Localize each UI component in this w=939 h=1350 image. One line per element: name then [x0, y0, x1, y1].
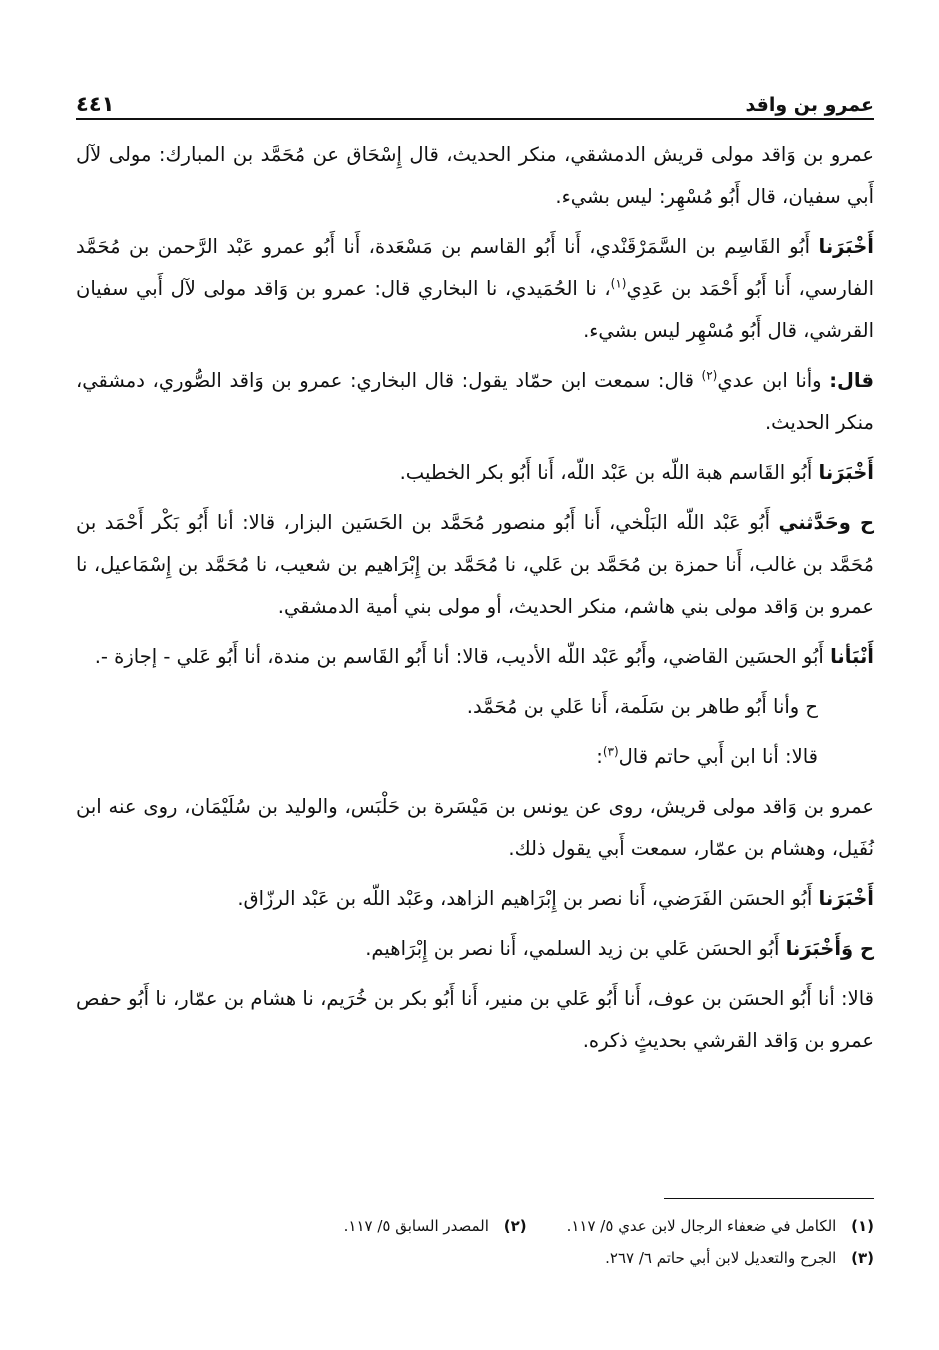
paragraph-text: عمرو بن وَاقد مولى قريش، روى عن يونس بن مَيْسَرة بن حَلْبَس، والوليد بن سُلَيْمَان، روى عنه ابن نُفَيل، وهشام بن عمّار، سمعت أَبي يقول ذلك.: [76, 795, 874, 860]
paragraph-text: ح وأنا أَبُو طاهر بن سَلَمة، أَنا عَلي بن مُحَمَّد.: [466, 695, 818, 718]
paragraph: [76, 134, 874, 218]
paragraph-text: وأنا ابن عدي: [717, 369, 822, 392]
paragraph-text-continued: قال: سمعت ابن حمّاد يقول: قال البخاري: عمرو بن وَاقد الصُّوري، دمشقي، منكر الحديث.: [76, 369, 874, 434]
paragraph: [76, 360, 874, 444]
paragraph: [76, 636, 874, 678]
footnote-row: [76, 1210, 874, 1242]
running-title: عمرو بن واقد: [745, 94, 874, 116]
paragraph-text: أَبُو الحسَن الفَرَضي، أَنا نصر بن إِبْرَاهيم الزاهد، وعَبْد اللّه بن عَبْد الرزّاق.: [237, 887, 813, 910]
transmission-keyword: ح وَأَخْبَرَنا: [785, 937, 874, 960]
footnote-divider: [664, 1198, 874, 1199]
paragraph-text: عمرو بن وَاقد مولى قريش الدمشقي، منكر الحديث، قال إِسْحَاق عن مُحَمَّد بن المبارك: مولى لآل أَبي سفيان، قال أَبُو مُسْهِر: ليس بشيء.: [76, 143, 874, 208]
footnote-1: [567, 1210, 874, 1242]
paragraph: [76, 502, 874, 628]
footnote-number: (٣): [851, 1249, 874, 1267]
paragraph: [76, 878, 874, 920]
footnote-text: الجرح والتعديل لابن أبي حاتم ٦/ ٢٦٧.: [605, 1249, 837, 1267]
transmission-keyword: أَخْبَرَنا: [818, 887, 874, 910]
page-number: ٤٤١: [76, 92, 115, 116]
body-text: [76, 134, 874, 1062]
paragraph-text: قالا: أنا ابن أَبي حاتم قال: [618, 745, 818, 768]
footnote-marker: (٣): [602, 744, 619, 759]
page-header: [76, 80, 874, 120]
footnote-row: [76, 1242, 874, 1274]
paragraph: [76, 786, 874, 870]
transmission-keyword: أَنْبَأنا: [830, 645, 874, 668]
paragraph: [76, 686, 874, 728]
transmission-keyword: ح وحَدَّثني: [778, 511, 874, 534]
transmission-keyword: أَخْبَرَنا: [818, 461, 874, 484]
paragraph: [76, 452, 874, 494]
paragraph-text-continued: :: [596, 745, 603, 768]
paragraph: [76, 736, 874, 778]
footnotes: [76, 1210, 874, 1274]
transmission-keyword: أَخْبَرَنا: [818, 235, 874, 258]
document-page: [76, 80, 874, 1267]
paragraph: [76, 978, 874, 1062]
footnote-text: المصدر السابق ٥/ ١١٧.: [343, 1217, 489, 1235]
footnote-number: (١): [851, 1217, 874, 1235]
paragraph-text-continued: ، نا الحُمَيدي، نا البخاري قال: عمرو بن وَاقد مولى لآل أَبي سفيان القرشي، قال أَبُو مُسْهِر ليس بشيء.: [76, 277, 874, 342]
paragraph-text: أَبُو القَاسِم بن السَّمَرْقَنْدي، أَنا أَبُو القاسم بن مَسْعَدة، أَنا أَبُو عمرو عَبْد الرَّحمن بن مُحَمَّد الفارسي، أَنا أَبُو أَحْمَد بن عَدِي: [76, 235, 874, 300]
footnote-marker: (٢): [701, 368, 718, 383]
footnote-number: (٢): [503, 1217, 527, 1235]
footnote-marker: (١): [610, 276, 627, 291]
paragraph-text: قالا: أنا أَبُو الحسَن بن عوف، أَنا أَبُو عَلي بن منير، أَنا أَبُو بكر بن خُرَيم، نا هشام بن عمّار، نا أَبُو حفص عمرو بن وَاقد القرشي بحديثٍ ذكره.: [76, 987, 874, 1052]
paragraph-text: أَبُو القَاسم هبة اللّه بن عَبْد اللّه، أَنا أَبُو بكر الخطيب.: [399, 461, 813, 484]
footnote-2: [344, 1210, 527, 1242]
transmission-keyword: قال:: [829, 369, 874, 392]
footnote-text: الكامل في ضعفاء الرجال لابن عدي ٥/ ١١٧.: [566, 1217, 837, 1235]
paragraph: [76, 226, 874, 352]
paragraph-text: أَبُو الحسَين القاضي، وأَبُو عَبْد اللّه الأديب، قالا: أنا أَبُو القَاسم بن مندة، أنا أَبُو عَلي - إجازة -.: [94, 645, 824, 668]
paragraph-text: أَبُو عَبْد اللّه البَلْخي، أَنا أَبُو منصور مُحَمَّد بن الحَسَين البزار، قالا: أنا أَبُو بَكْر أَحْمَد بن مُحَمَّد بن غالب، أَنا حمزة بن مُحَمَّد بن عَلي، نا مُحَمَّد بن إِبْرَاهيم بن شعيب، نا مُحَمَّد بن إِسْمَاعيل، نا عمرو بن وَاقد مولى بني هاشم، منكر الحديث، أو مولى بني أمية الدمشقي.: [76, 511, 874, 618]
paragraph: [76, 928, 874, 970]
paragraph-text: أَبُو الحسَن عَلي بن زيد السلمي، أَنا نصر بن إِبْرَاهيم.: [365, 937, 780, 960]
footnote-3: [605, 1242, 874, 1274]
